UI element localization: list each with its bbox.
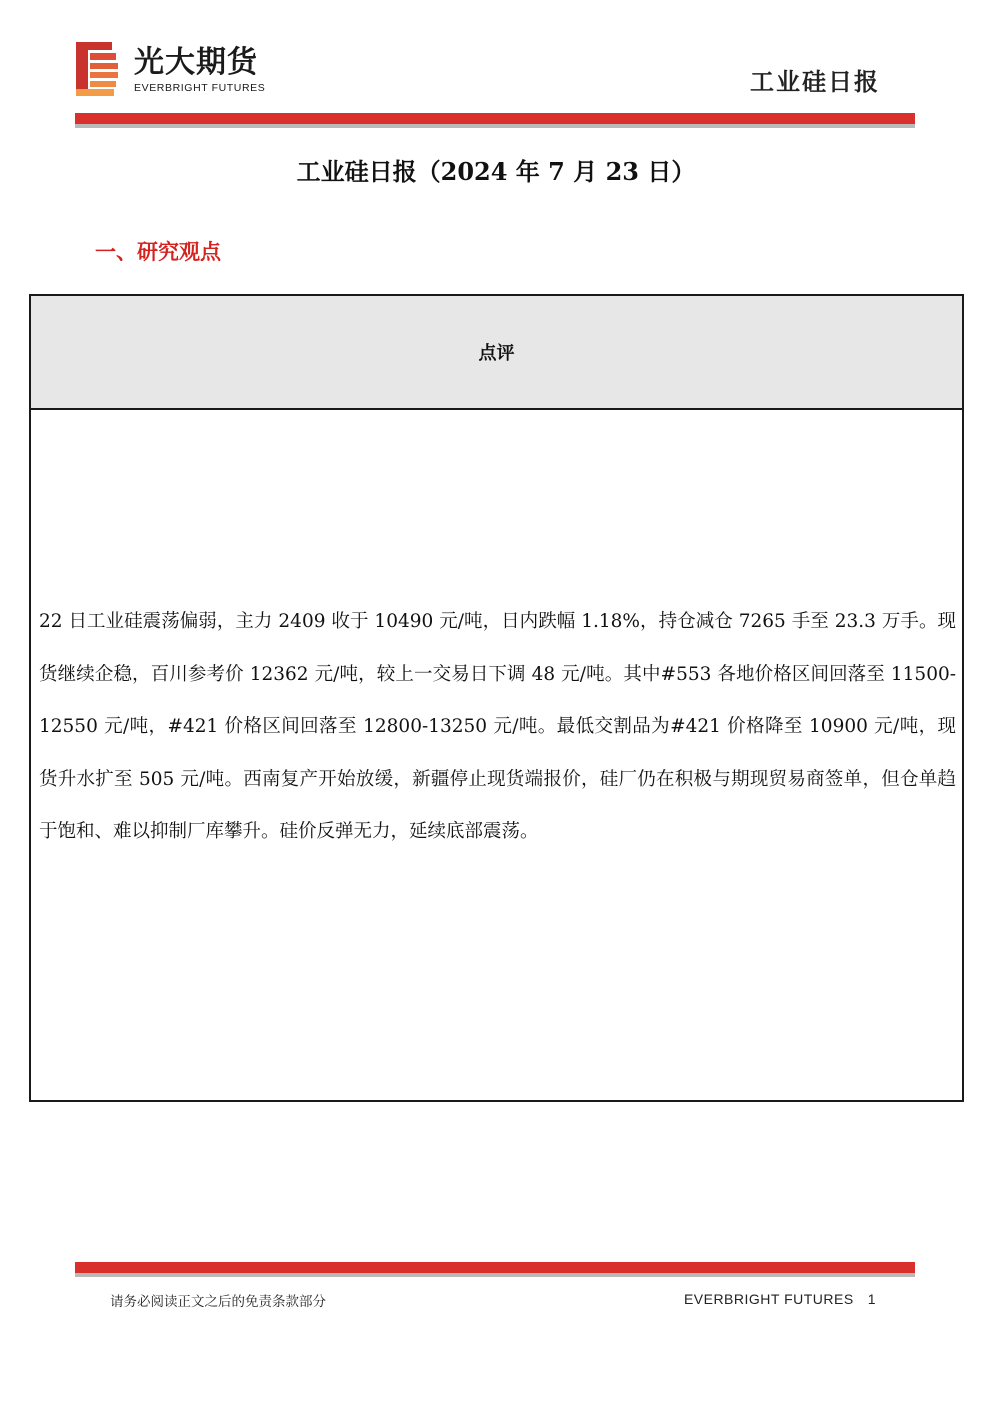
company-logo (76, 42, 296, 98)
document-title: 工业硅日报（2024 年 7 月 23 日） (296, 157, 696, 186)
footer-brand (684, 1291, 876, 1307)
report-name: 工业硅日报 (750, 67, 880, 96)
review-table-header (31, 296, 962, 410)
logo-name-en: EVERBRIGHT FUTURES (134, 82, 266, 94)
everbright-logo-icon (76, 42, 118, 96)
page-number: 1 (867, 1291, 876, 1307)
header-divider (75, 113, 915, 128)
section-heading: 一、研究观点 (95, 239, 221, 264)
footer-brand-name: EVERBRIGHT FUTURES (683, 1291, 854, 1307)
footer-disclaimer: 请务必阅读正文之后的免责条款部分 (110, 1294, 326, 1310)
logo-name-cn: 光大期货 (134, 45, 258, 80)
review-table (29, 294, 964, 1102)
footer-divider (75, 1262, 915, 1277)
review-body-text: 22 日工业硅震荡偏弱，主力 2409 收于 10490 元/吨，日内跌幅 1.18%，持仓减仓 7265 手至 23.3 万手。现货继续企稳，百川参考价 12362 元/吨，较上一交易日下调 48 元/吨。其中#553 各地价格区间回落至 11500-12550 元/吨，#421 价格区间回落至 12800-13250 元/吨。最低交割品为#421 价格降至 10900 元/吨，现货升水扩至 505 元/吨。西南复产开始放缓，新疆停止现货端报价，硅厂仍在积极与期现贸易商签单，但仓单趋于饱和、难以抑制厂库攀升。硅价反弹无力，延续底部震荡。 (39, 611, 956, 842)
review-header-label: 点评 (478, 343, 515, 364)
